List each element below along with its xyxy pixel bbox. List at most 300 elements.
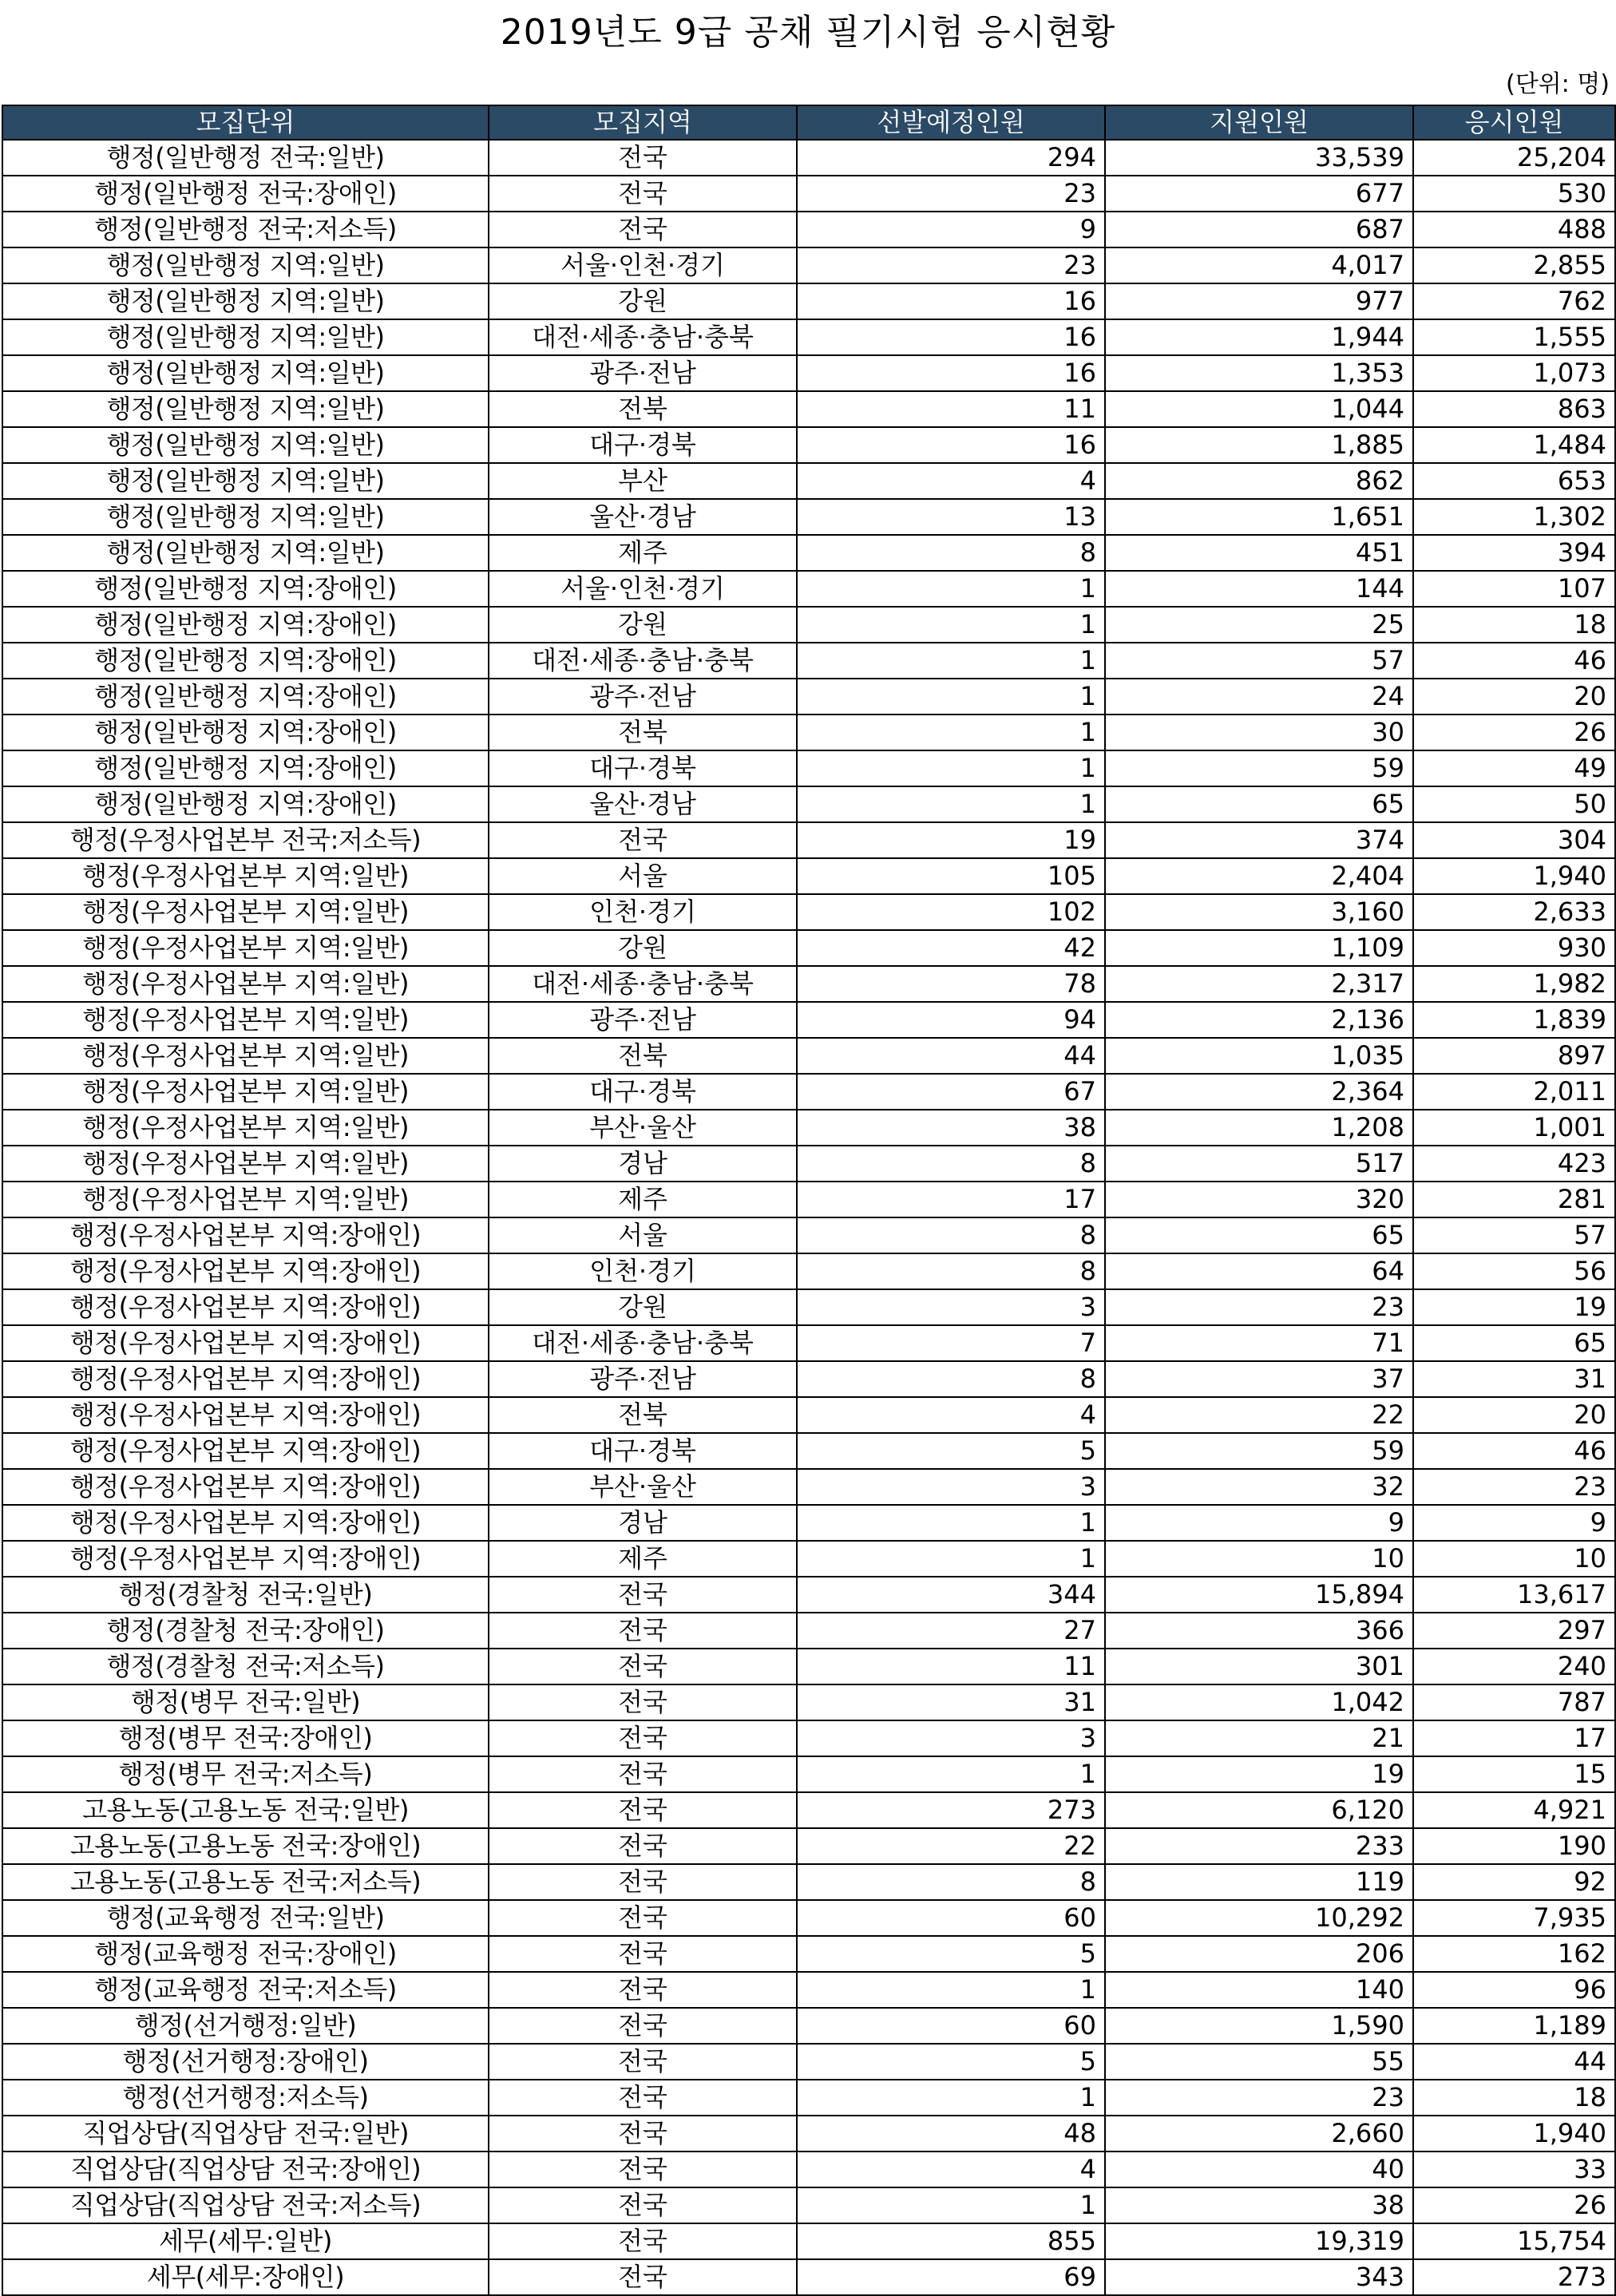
cell-recruit-unit: 행정(일반행정 지역:일반)	[2, 535, 489, 571]
table-row	[2, 535, 1615, 571]
cell-applicant-count: 2,364	[1105, 1074, 1413, 1110]
cell-recruit-unit: 행정(경찰청 전국:장애인)	[2, 1613, 489, 1649]
cell-examinee-count: 18	[1413, 2080, 1615, 2116]
cell-examinee-count: 1,302	[1413, 499, 1615, 535]
cell-examinee-count: 1,940	[1413, 2116, 1615, 2152]
table-row	[2, 1325, 1615, 1361]
cell-applicant-count: 71	[1105, 1325, 1413, 1361]
cell-recruit-region: 인천·경기	[489, 894, 797, 930]
cell-applicant-count: 15,894	[1105, 1577, 1413, 1613]
table-row	[2, 1864, 1615, 1900]
cell-applicant-count: 517	[1105, 1146, 1413, 1182]
cell-recruit-region: 광주·전남	[489, 1361, 797, 1397]
cell-recruit-unit: 행정(우정사업본부 지역:일반)	[2, 858, 489, 894]
table-row	[2, 391, 1615, 427]
table-row	[2, 1756, 1615, 1792]
cell-planned-count: 44	[797, 1038, 1105, 1074]
cell-recruit-unit: 행정(교육행정 전국:장애인)	[2, 1936, 489, 1972]
table-row	[2, 894, 1615, 930]
cell-examinee-count: 96	[1413, 1972, 1615, 2008]
cell-recruit-unit: 행정(우정사업본부 지역:일반)	[2, 930, 489, 966]
cell-planned-count: 8	[797, 1217, 1105, 1253]
cell-planned-count: 13	[797, 499, 1105, 535]
cell-examinee-count: 762	[1413, 283, 1615, 319]
cell-recruit-region: 전국	[489, 2259, 797, 2295]
cell-applicant-count: 2,660	[1105, 2116, 1413, 2152]
cell-planned-count: 8	[797, 1146, 1105, 1182]
cell-planned-count: 5	[797, 1433, 1105, 1469]
cell-recruit-unit: 행정(우정사업본부 지역:장애인)	[2, 1397, 489, 1433]
cell-recruit-unit: 행정(선거행정:일반)	[2, 2008, 489, 2044]
table-row	[2, 427, 1615, 463]
cell-recruit-unit: 행정(우정사업본부 지역:일반)	[2, 894, 489, 930]
table-row	[2, 679, 1615, 715]
cell-examinee-count: 2,011	[1413, 1074, 1615, 1110]
cell-recruit-unit: 행정(우정사업본부 지역:장애인)	[2, 1361, 489, 1397]
cell-recruit-unit: 행정(우정사업본부 지역:일반)	[2, 966, 489, 1002]
cell-applicant-count: 40	[1105, 2152, 1413, 2187]
cell-recruit-unit: 행정(우정사업본부 지역:장애인)	[2, 1505, 489, 1541]
cell-examinee-count: 33	[1413, 2152, 1615, 2187]
cell-examinee-count: 20	[1413, 1397, 1615, 1433]
cell-recruit-unit: 행정(우정사업본부 지역:장애인)	[2, 1469, 489, 1505]
cell-recruit-region: 대전·세종·충남·충북	[489, 319, 797, 355]
cell-recruit-unit: 행정(우정사업본부 전국:저소득)	[2, 822, 489, 858]
cell-planned-count: 3	[797, 1469, 1105, 1505]
cell-recruit-unit: 행정(일반행정 지역:장애인)	[2, 643, 489, 679]
cell-applicant-count: 2,317	[1105, 966, 1413, 1002]
cell-applicant-count: 1,590	[1105, 2008, 1413, 2044]
cell-applicant-count: 19	[1105, 1756, 1413, 1792]
cell-recruit-unit: 행정(우정사업본부 지역:일반)	[2, 1038, 489, 1074]
cell-recruit-unit: 행정(일반행정 지역:장애인)	[2, 679, 489, 715]
cell-recruit-region: 전국	[489, 2044, 797, 2080]
table-row	[2, 1038, 1615, 1074]
cell-examinee-count: 20	[1413, 679, 1615, 715]
cell-applicant-count: 343	[1105, 2259, 1413, 2295]
cell-examinee-count: 31	[1413, 1361, 1615, 1397]
cell-recruit-unit: 행정(일반행정 지역:일반)	[2, 427, 489, 463]
table-row	[2, 247, 1615, 283]
cell-recruit-unit: 행정(일반행정 지역:일반)	[2, 391, 489, 427]
cell-examinee-count: 1,839	[1413, 1002, 1615, 1038]
cell-examinee-count: 1,073	[1413, 355, 1615, 391]
cell-recruit-region: 제주	[489, 1541, 797, 1577]
table-row	[2, 1792, 1615, 1828]
cell-recruit-region: 전국	[489, 1792, 797, 1828]
cell-applicant-count: 33,539	[1105, 140, 1413, 176]
cell-recruit-unit: 행정(일반행정 전국:장애인)	[2, 176, 489, 212]
cell-planned-count: 344	[797, 1577, 1105, 1613]
cell-applicant-count: 977	[1105, 283, 1413, 319]
cell-planned-count: 78	[797, 966, 1105, 1002]
cell-examinee-count: 1,189	[1413, 2008, 1615, 2044]
cell-planned-count: 17	[797, 1182, 1105, 1217]
cell-applicant-count: 59	[1105, 750, 1413, 786]
cell-applicant-count: 19,319	[1105, 2223, 1413, 2259]
cell-planned-count: 1	[797, 1756, 1105, 1792]
column-header-region: 모집지역	[489, 105, 797, 140]
cell-examinee-count: 394	[1413, 535, 1615, 571]
cell-planned-count: 9	[797, 212, 1105, 247]
cell-examinee-count: 1,940	[1413, 858, 1615, 894]
cell-planned-count: 273	[797, 1792, 1105, 1828]
cell-recruit-unit: 행정(우정사업본부 지역:일반)	[2, 1110, 489, 1146]
cell-recruit-region: 강원	[489, 1289, 797, 1325]
cell-planned-count: 855	[797, 2223, 1105, 2259]
cell-applicant-count: 1,044	[1105, 391, 1413, 427]
cell-recruit-region: 서울	[489, 858, 797, 894]
cell-planned-count: 23	[797, 176, 1105, 212]
cell-recruit-region: 제주	[489, 1182, 797, 1217]
cell-recruit-region: 전국	[489, 1613, 797, 1649]
cell-recruit-unit: 행정(우정사업본부 지역:일반)	[2, 1146, 489, 1182]
cell-recruit-unit: 행정(일반행정 전국:일반)	[2, 140, 489, 176]
cell-applicant-count: 2,404	[1105, 858, 1413, 894]
cell-examinee-count: 1,484	[1413, 427, 1615, 463]
cell-applicant-count: 144	[1105, 571, 1413, 607]
cell-applicant-count: 451	[1105, 535, 1413, 571]
cell-applicant-count: 1,109	[1105, 930, 1413, 966]
cell-applicant-count: 1,208	[1105, 1110, 1413, 1146]
cell-recruit-region: 서울·인천·경기	[489, 247, 797, 283]
cell-recruit-unit: 행정(우정사업본부 지역:장애인)	[2, 1541, 489, 1577]
cell-examinee-count: 930	[1413, 930, 1615, 966]
cell-applicant-count: 301	[1105, 1649, 1413, 1684]
cell-planned-count: 1	[797, 2187, 1105, 2223]
cell-recruit-region: 경남	[489, 1505, 797, 1541]
cell-examinee-count: 190	[1413, 1828, 1615, 1864]
cell-applicant-count: 1,042	[1105, 1684, 1413, 1720]
cell-examinee-count: 10	[1413, 1541, 1615, 1577]
cell-applicant-count: 320	[1105, 1182, 1413, 1217]
cell-examinee-count: 9	[1413, 1505, 1615, 1541]
cell-planned-count: 16	[797, 427, 1105, 463]
cell-planned-count: 16	[797, 319, 1105, 355]
table-row	[2, 607, 1615, 643]
cell-recruit-unit: 행정(일반행정 지역:일반)	[2, 247, 489, 283]
cell-applicant-count: 23	[1105, 1289, 1413, 1325]
cell-recruit-region: 전국	[489, 2152, 797, 2187]
cell-examinee-count: 46	[1413, 1433, 1615, 1469]
cell-examinee-count: 25,204	[1413, 140, 1615, 176]
table-row	[2, 1217, 1615, 1253]
exam-applicants-table	[2, 105, 1616, 2296]
cell-recruit-unit: 행정(일반행정 지역:장애인)	[2, 571, 489, 607]
cell-recruit-region: 전국	[489, 176, 797, 212]
cell-examinee-count: 1,001	[1413, 1110, 1615, 1146]
cell-recruit-region: 대전·세종·충남·충북	[489, 643, 797, 679]
cell-planned-count: 5	[797, 1936, 1105, 1972]
table-row	[2, 1936, 1615, 1972]
cell-recruit-region: 전국	[489, 1936, 797, 1972]
column-header-examinees: 응시인원	[1413, 105, 1615, 140]
cell-applicant-count: 1,944	[1105, 319, 1413, 355]
cell-examinee-count: 423	[1413, 1146, 1615, 1182]
cell-planned-count: 16	[797, 283, 1105, 319]
cell-applicant-count: 65	[1105, 786, 1413, 822]
cell-applicant-count: 119	[1105, 1864, 1413, 1900]
cell-planned-count: 294	[797, 140, 1105, 176]
cell-recruit-region: 전국	[489, 2223, 797, 2259]
cell-examinee-count: 488	[1413, 212, 1615, 247]
cell-planned-count: 1	[797, 750, 1105, 786]
cell-planned-count: 42	[797, 930, 1105, 966]
cell-applicant-count: 10,292	[1105, 1900, 1413, 1936]
cell-recruit-region: 전국	[489, 822, 797, 858]
table-row	[2, 2116, 1615, 2152]
cell-recruit-unit: 행정(경찰청 전국:저소득)	[2, 1649, 489, 1684]
cell-planned-count: 60	[797, 1900, 1105, 1936]
cell-planned-count: 4	[797, 463, 1105, 499]
cell-recruit-region: 전국	[489, 1828, 797, 1864]
cell-planned-count: 5	[797, 2044, 1105, 2080]
cell-applicant-count: 9	[1105, 1505, 1413, 1541]
cell-examinee-count: 13,617	[1413, 1577, 1615, 1613]
cell-planned-count: 1	[797, 1505, 1105, 1541]
cell-recruit-region: 인천·경기	[489, 1253, 797, 1289]
cell-planned-count: 27	[797, 1613, 1105, 1649]
cell-planned-count: 16	[797, 355, 1105, 391]
cell-recruit-unit: 행정(선거행정:저소득)	[2, 2080, 489, 2116]
table-row	[2, 2259, 1615, 2295]
table-row	[2, 283, 1615, 319]
table-row	[2, 1074, 1615, 1110]
cell-recruit-region: 서울	[489, 1217, 797, 1253]
table-row	[2, 1253, 1615, 1289]
cell-applicant-count: 233	[1105, 1828, 1413, 1864]
cell-recruit-region: 대구·경북	[489, 1433, 797, 1469]
cell-applicant-count: 38	[1105, 2187, 1413, 2223]
table-row	[2, 1505, 1615, 1541]
cell-planned-count: 1	[797, 643, 1105, 679]
cell-examinee-count: 1,555	[1413, 319, 1615, 355]
table-row	[2, 2187, 1615, 2223]
table-row	[2, 1146, 1615, 1182]
cell-applicant-count: 4,017	[1105, 247, 1413, 283]
cell-recruit-unit: 행정(우정사업본부 지역:일반)	[2, 1182, 489, 1217]
cell-recruit-unit: 행정(일반행정 지역:장애인)	[2, 715, 489, 750]
cell-recruit-region: 전국	[489, 212, 797, 247]
cell-planned-count: 60	[797, 2008, 1105, 2044]
cell-planned-count: 67	[797, 1074, 1105, 1110]
cell-planned-count: 8	[797, 1864, 1105, 1900]
cell-recruit-unit: 행정(일반행정 지역:일반)	[2, 319, 489, 355]
cell-applicant-count: 37	[1105, 1361, 1413, 1397]
cell-planned-count: 3	[797, 1289, 1105, 1325]
cell-applicant-count: 677	[1105, 176, 1413, 212]
table-row	[2, 1469, 1615, 1505]
cell-planned-count: 8	[797, 1361, 1105, 1397]
cell-applicant-count: 1,651	[1105, 499, 1413, 535]
cell-recruit-unit: 행정(우정사업본부 지역:장애인)	[2, 1289, 489, 1325]
cell-recruit-unit: 행정(우정사업본부 지역:장애인)	[2, 1253, 489, 1289]
cell-recruit-unit: 행정(일반행정 지역:일반)	[2, 499, 489, 535]
cell-recruit-region: 제주	[489, 535, 797, 571]
cell-recruit-region: 강원	[489, 930, 797, 966]
cell-recruit-region: 광주·전남	[489, 679, 797, 715]
table-row	[2, 355, 1615, 391]
table-row	[2, 715, 1615, 750]
table-row	[2, 2223, 1615, 2259]
cell-planned-count: 8	[797, 1253, 1105, 1289]
cell-recruit-unit: 행정(일반행정 전국:저소득)	[2, 212, 489, 247]
cell-applicant-count: 57	[1105, 643, 1413, 679]
cell-examinee-count: 15,754	[1413, 2223, 1615, 2259]
table-row	[2, 499, 1615, 535]
table-row	[2, 1289, 1615, 1325]
cell-applicant-count: 206	[1105, 1936, 1413, 1972]
cell-recruit-region: 강원	[489, 607, 797, 643]
table-row	[2, 858, 1615, 894]
cell-examinee-count: 897	[1413, 1038, 1615, 1074]
column-header-unit: 모집단위	[2, 105, 489, 140]
table-row	[2, 2080, 1615, 2116]
cell-examinee-count: 107	[1413, 571, 1615, 607]
cell-applicant-count: 374	[1105, 822, 1413, 858]
cell-applicant-count: 22	[1105, 1397, 1413, 1433]
cell-applicant-count: 862	[1105, 463, 1413, 499]
cell-recruit-region: 강원	[489, 283, 797, 319]
cell-applicant-count: 64	[1105, 1253, 1413, 1289]
cell-planned-count: 94	[797, 1002, 1105, 1038]
cell-recruit-unit: 행정(우정사업본부 지역:일반)	[2, 1002, 489, 1038]
cell-applicant-count: 10	[1105, 1541, 1413, 1577]
cell-applicant-count: 366	[1105, 1613, 1413, 1649]
cell-recruit-unit: 고용노동(고용노동 전국:일반)	[2, 1792, 489, 1828]
cell-examinee-count: 530	[1413, 176, 1615, 212]
cell-planned-count: 1	[797, 2080, 1105, 2116]
table-row	[2, 1397, 1615, 1433]
cell-planned-count: 48	[797, 2116, 1105, 2152]
cell-examinee-count: 297	[1413, 1613, 1615, 1649]
table-row	[2, 1361, 1615, 1397]
cell-recruit-region: 전국	[489, 1577, 797, 1613]
cell-planned-count: 1	[797, 607, 1105, 643]
cell-recruit-region: 전국	[489, 2187, 797, 2223]
cell-recruit-region: 전북	[489, 1397, 797, 1433]
cell-recruit-unit: 행정(일반행정 지역:일반)	[2, 283, 489, 319]
table-row	[2, 1541, 1615, 1577]
table-row	[2, 571, 1615, 607]
table-row	[2, 463, 1615, 499]
cell-recruit-unit: 행정(일반행정 지역:장애인)	[2, 607, 489, 643]
cell-recruit-region: 전북	[489, 1038, 797, 1074]
cell-examinee-count: 2,855	[1413, 247, 1615, 283]
table-row	[2, 1649, 1615, 1684]
cell-recruit-region: 전북	[489, 391, 797, 427]
cell-planned-count: 1	[797, 1972, 1105, 2008]
cell-recruit-unit: 행정(우정사업본부 지역:장애인)	[2, 1217, 489, 1253]
table-row	[2, 1002, 1615, 1038]
table-row	[2, 966, 1615, 1002]
cell-recruit-region: 전국	[489, 2116, 797, 2152]
table-row	[2, 1110, 1615, 1146]
cell-examinee-count: 92	[1413, 1864, 1615, 1900]
table-row	[2, 930, 1615, 966]
cell-examinee-count: 281	[1413, 1182, 1615, 1217]
cell-recruit-region: 전국	[489, 2080, 797, 2116]
table-row	[2, 1972, 1615, 2008]
cell-recruit-unit: 행정(일반행정 지역:일반)	[2, 355, 489, 391]
cell-recruit-unit: 행정(병무 전국:일반)	[2, 1684, 489, 1720]
cell-applicant-count: 32	[1105, 1469, 1413, 1505]
cell-planned-count: 38	[797, 1110, 1105, 1146]
cell-recruit-region: 대구·경북	[489, 750, 797, 786]
table-row	[2, 643, 1615, 679]
cell-examinee-count: 4,921	[1413, 1792, 1615, 1828]
cell-examinee-count: 240	[1413, 1649, 1615, 1684]
cell-recruit-region: 전국	[489, 1649, 797, 1684]
cell-examinee-count: 273	[1413, 2259, 1615, 2295]
cell-applicant-count: 59	[1105, 1433, 1413, 1469]
table-row	[2, 212, 1615, 247]
cell-applicant-count: 21	[1105, 1720, 1413, 1756]
table-row	[2, 2008, 1615, 2044]
cell-recruit-region: 전국	[489, 140, 797, 176]
cell-planned-count: 8	[797, 535, 1105, 571]
cell-recruit-region: 대전·세종·충남·충북	[489, 1325, 797, 1361]
cell-examinee-count: 57	[1413, 1217, 1615, 1253]
cell-applicant-count: 25	[1105, 607, 1413, 643]
cell-examinee-count: 19	[1413, 1289, 1615, 1325]
cell-recruit-region: 전국	[489, 1756, 797, 1792]
cell-recruit-unit: 행정(일반행정 지역:장애인)	[2, 786, 489, 822]
cell-recruit-unit: 행정(일반행정 지역:장애인)	[2, 750, 489, 786]
table-row	[2, 750, 1615, 786]
cell-examinee-count: 18	[1413, 607, 1615, 643]
table-row	[2, 2152, 1615, 2187]
table-header-row	[2, 105, 1615, 140]
cell-examinee-count: 26	[1413, 715, 1615, 750]
cell-applicant-count: 23	[1105, 2080, 1413, 2116]
cell-examinee-count: 2,633	[1413, 894, 1615, 930]
cell-recruit-region: 대전·세종·충남·충북	[489, 966, 797, 1002]
cell-recruit-region: 울산·경남	[489, 786, 797, 822]
cell-recruit-unit: 세무(세무:장애인)	[2, 2259, 489, 2295]
table-row	[2, 1577, 1615, 1613]
cell-planned-count: 11	[797, 1649, 1105, 1684]
cell-examinee-count: 26	[1413, 2187, 1615, 2223]
cell-recruit-region: 울산·경남	[489, 499, 797, 535]
cell-examinee-count: 1,982	[1413, 966, 1615, 1002]
cell-recruit-region: 전국	[489, 1900, 797, 1936]
cell-applicant-count: 55	[1105, 2044, 1413, 2080]
cell-examinee-count: 44	[1413, 2044, 1615, 2080]
cell-recruit-unit: 직업상담(직업상담 전국:일반)	[2, 2116, 489, 2152]
cell-planned-count: 23	[797, 247, 1105, 283]
cell-recruit-region: 전북	[489, 715, 797, 750]
cell-recruit-region: 부산·울산	[489, 1110, 797, 1146]
cell-recruit-unit: 행정(우정사업본부 지역:장애인)	[2, 1325, 489, 1361]
cell-planned-count: 4	[797, 2152, 1105, 2187]
cell-examinee-count: 49	[1413, 750, 1615, 786]
cell-examinee-count: 15	[1413, 1756, 1615, 1792]
table-row	[2, 1613, 1615, 1649]
table-row	[2, 176, 1615, 212]
table-body	[2, 140, 1615, 2295]
cell-applicant-count: 1,885	[1105, 427, 1413, 463]
cell-recruit-region: 부산·울산	[489, 1469, 797, 1505]
cell-applicant-count: 65	[1105, 1217, 1413, 1253]
cell-planned-count: 1	[797, 786, 1105, 822]
cell-examinee-count: 23	[1413, 1469, 1615, 1505]
cell-applicant-count: 140	[1105, 1972, 1413, 2008]
table-row	[2, 1900, 1615, 1936]
page-title: 2019년도 9급 공채 필기시험 응시현황	[500, 12, 1116, 53]
table-row	[2, 319, 1615, 355]
cell-applicant-count: 2,136	[1105, 1002, 1413, 1038]
